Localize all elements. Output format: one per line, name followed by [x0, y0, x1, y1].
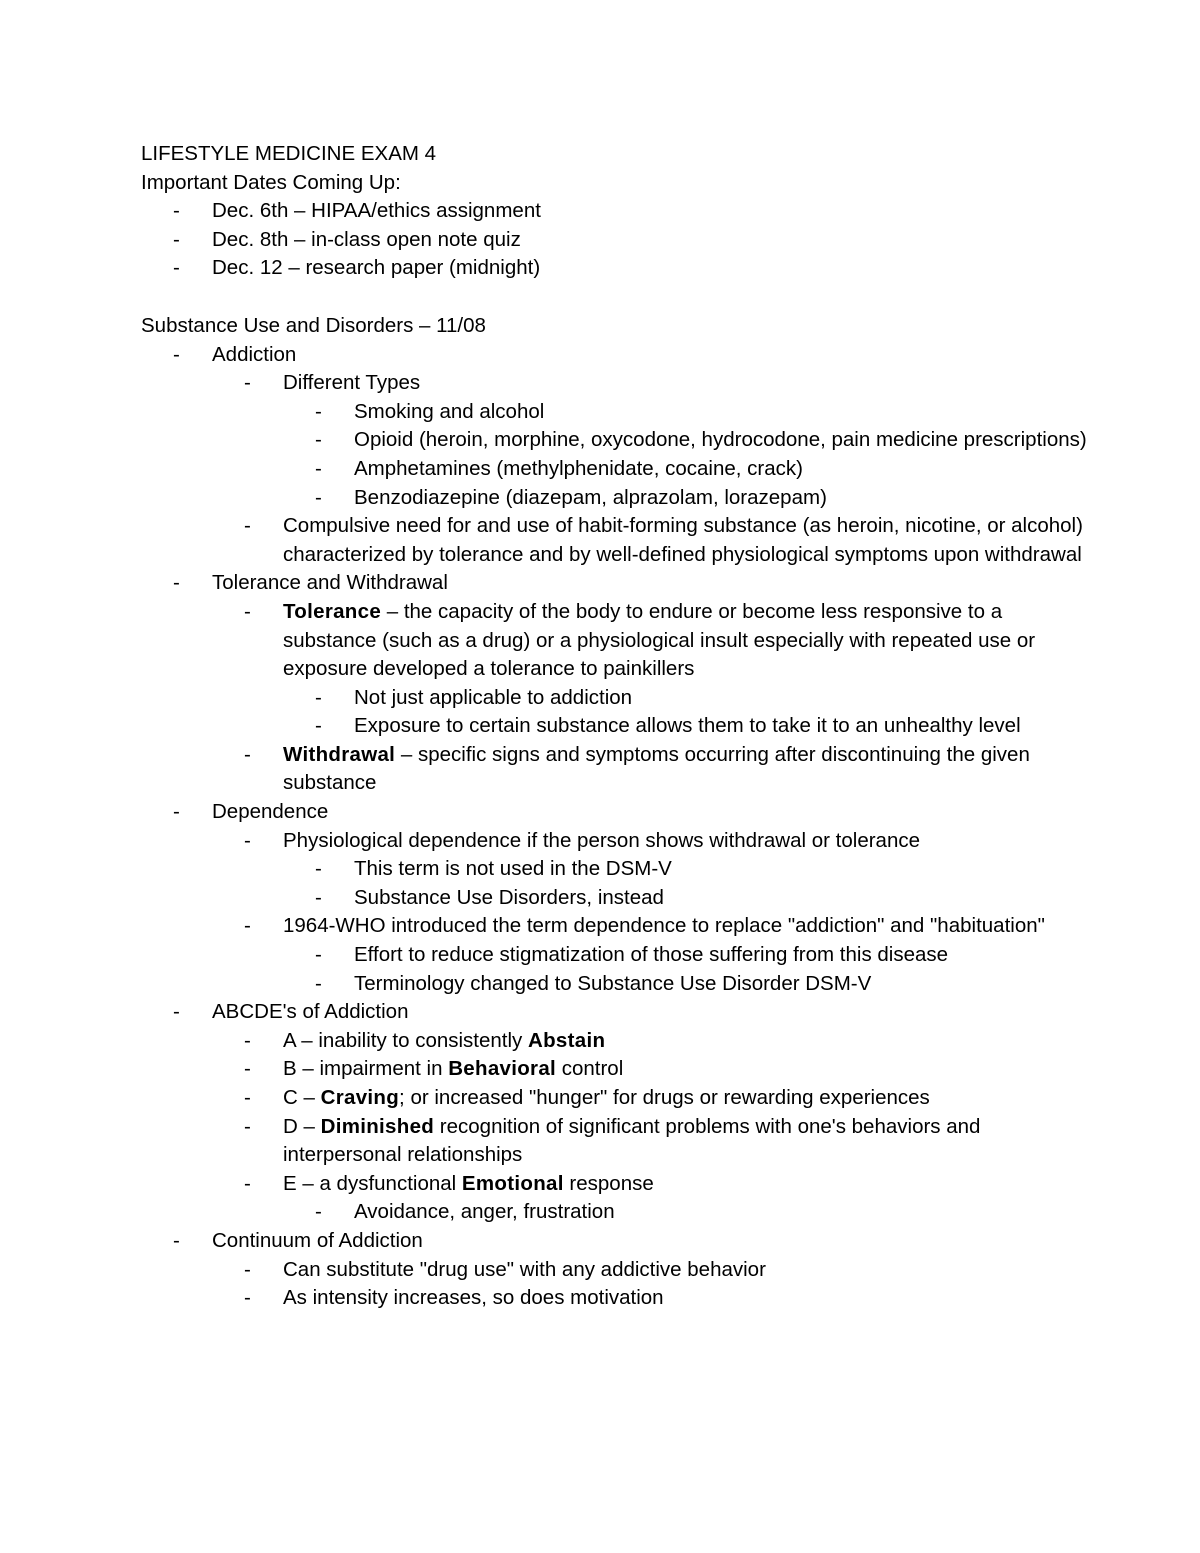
list-item: - This term is not used in the DSM-V	[315, 857, 672, 881]
list-item: - Dec. 12 – research paper (midnight)	[173, 256, 541, 280]
list-item: - Tolerance – the capacity of the body to endure or become less responsive to a substance (such as a drug) or a physiological insult especially with repeated use or exposure developed a tolerance to painkillers - Not just applicable to addiction - Exposure to certain substance allows them to take it to an unhealthy level	[212, 598, 1101, 741]
list-item: - Withdrawal – specific signs and symptoms occurring after discontinuing the given substance	[244, 742, 1030, 795]
section-heading: Substance Use and Disorders – 11/08	[141, 313, 486, 337]
outline-item-abcde: - ABCDE's of Addiction - A – inability to consistently Abstain - B – impairment in Behavioral control - C – Craving; or increased "hunger" for drugs or rewarding experiences - D – Diminished recognition of significant problems with one's behaviors and interpersonal relationships - E – a dysfunctional Emotional response - Avoidance, anger, frustration	[141, 998, 1101, 1227]
list-item: - Opioid (heroin, morphine, oxycodone, hydrocodone, pain medicine prescriptions)	[315, 428, 1087, 452]
outline-item-addiction: - Addiction - Different Types - Smoking and alcohol - Opioid (heroin, morphine, oxycodone, hydrocodone, pain medicine prescriptions) - Amphetamines (methylphenidate, cocaine, crack) - Benzodiazepine (diazepam, alprazolam, lorazepam) - Compulsive need for and use of habit-forming substance (as heroin, nicotine, or alcohol) characterized by tolerance and by well-defined physiological symptoms upon withdrawal	[141, 341, 1101, 570]
term-withdrawal: Withdrawal	[283, 742, 396, 766]
list-item: - Avoidance, anger, frustration	[315, 1200, 615, 1224]
list-item: - Different Types - Smoking and alcohol - Opioid (heroin, morphine, oxycodone, hydrocodone, pain medicine prescriptions) - Amphetamines (methylphenidate, cocaine, crack) - Benzodiazepine (diazepam, alprazolam, lorazepam)	[212, 369, 1101, 512]
spacer	[141, 283, 1101, 312]
list-item: - Physiological dependence if the person shows withdrawal or tolerance - This term is not used in the DSM-V - Substance Use Disorders, instead	[212, 827, 1101, 913]
list-item: - Effort to reduce stigmatization of those suffering from this disease	[315, 943, 949, 967]
list-item: - Substance Use Disorders, instead	[315, 885, 664, 909]
list-item: - B – impairment in Behavioral control	[244, 1057, 624, 1081]
list-item: - E – a dysfunctional Emotional response - Avoidance, anger, frustration	[212, 1170, 1101, 1227]
list-item: - Not just applicable to addiction	[315, 685, 633, 709]
list-item: - As intensity increases, so does motivation	[244, 1286, 664, 1310]
list-item: - C – Craving; or increased "hunger" for drugs or rewarding experiences	[244, 1086, 930, 1109]
list-item: - Exposure to certain substance allows them to take it to an unhealthy level	[315, 714, 1021, 738]
dates-heading: Important Dates Coming Up:	[141, 170, 401, 194]
list-item: - Terminology changed to Substance Use Disorder DSM-V	[315, 971, 872, 995]
outline-item-continuum: - Continuum of Addiction - Can substitute "drug use" with any addictive behavior - As intensity increases, so does motivation	[141, 1227, 1101, 1313]
list-item: - Amphetamines (methylphenidate, cocaine, crack)	[315, 456, 803, 480]
list-item: - Benzodiazepine (diazepam, alprazolam, lorazepam)	[315, 485, 827, 509]
list-item: - Can substitute "drug use" with any addictive behavior	[244, 1257, 766, 1281]
outline-item-tolerance-withdrawal: - Tolerance and Withdrawal - Tolerance – the capacity of the body to endure or become less responsive to a substance (such as a drug) or a physiological insult especially with repeated use or exposure developed a tolerance to painkillers - Not just applicable to addiction - Exposure to certain substance allows them to take it to an unhealthy level - Withdrawal – specific signs and symptoms occurring after discontinuing the given substance	[141, 569, 1101, 798]
document-title: LIFESTYLE MEDICINE EXAM 4	[141, 142, 437, 165]
document-page	[141, 140, 1101, 1313]
list-item: - D – Diminished recognition of significant problems with one's behaviors and interpersonal relationships	[244, 1114, 981, 1167]
dates-list	[141, 197, 1101, 283]
list-item: - 1964-WHO introduced the term dependence to replace "addiction" and "habituation" - Effort to reduce stigmatization of those suffering from this disease - Terminology changed to Substance Use Disorder DSM-V	[212, 912, 1101, 998]
term-tolerance: Tolerance	[283, 599, 382, 623]
outline-list	[141, 341, 1101, 1313]
outline-item-dependence: - Dependence - Physiological dependence if the person shows withdrawal or tolerance - This term is not used in the DSM-V - Substance Use Disorders, instead - 1964-WHO introduced the term dependence to replace "addiction" and "habituation" - Effort to reduce stigmatization of those suffering from this disease - Terminology changed to Substance Use Disorder DSM-V	[141, 798, 1101, 998]
list-item: - A – inability to consistently Abstain	[244, 1028, 606, 1052]
list-item: - Dec. 8th – in-class open note quiz	[173, 227, 521, 251]
list-item: - Compulsive need for and use of habit-forming substance (as heroin, nicotine, or alcohol) characterized by tolerance and by well-defined physiological symptoms upon withdrawal	[244, 514, 1083, 566]
list-item: - Dec. 6th – HIPAA/ethics assignment	[173, 199, 541, 223]
list-item: - Smoking and alcohol	[315, 399, 545, 423]
